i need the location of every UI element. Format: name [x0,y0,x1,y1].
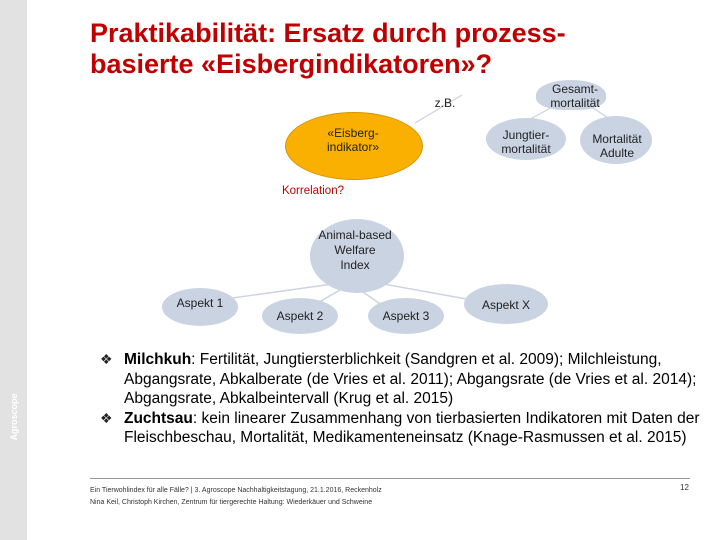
eisberg-node: «Eisberg- indikator» [326,126,380,154]
diamond-bullet-icon: ❖ [100,351,113,367]
aspekt-x-node: Aspekt X [481,298,531,312]
connector-aspekt-x [378,283,472,300]
footer-line-2: Nina Keil, Christoph Kirchen, Zentrum für tiergerechte Haltung: Wiederkäuer und Schweine [90,499,373,506]
zb-label: z.B. [434,96,456,110]
welfare-node: Animal-based Welfare Index [318,228,392,272]
brand-logo: Agroscope [9,393,19,441]
footer-divider [90,478,690,479]
aspekt-1-node: Aspekt 1 [176,296,224,310]
bullet-text: : Fertilität, Jungtiersterblichkeit (Sandgren et al. 2009); Milchleistung, Abgangsrate, Abkalberate (de Vries et al. 2011); Abgangsrate (de Vries et al. 2014); Abgangsrate, Abkalbeintervall (Krug et al. 2015) [124,351,697,407]
title-line-2: basierte «Eisbergindikatoren»? [90,49,493,79]
gesamt-node: Gesamt- mortalität [550,82,600,110]
diamond-bullet-icon: ❖ [100,409,113,426]
jungtier-node: Jungtier- mortalität [501,128,551,156]
footer-line-1: Ein Tierwohlindex für alle Fälle? | 3. Agroscope Nachhaltigkeitstagung, 21.1.2016, Reckenholz [90,487,382,494]
bullet-list [100,350,700,448]
footer [90,485,700,509]
bullet-item [100,409,700,448]
bullet-item [100,350,700,409]
page-number: 12 [680,483,689,492]
bullet-bold: Zuchtsau [124,409,193,427]
bullet-text: : kein linearer Zusammenhang von tierbasierten Indikatoren mit Daten der Fleischbeschau, Mortalität, Medikamenteneinsatz (Knage-Rasmussen et al. 2015) [124,409,700,446]
adulte-node: Mortalität Adulte [592,132,642,160]
korrelation-label: Korrelation? [281,185,344,197]
aspekt-2-node: Aspekt 2 [276,309,324,323]
bullet-bold: Milchkuh [124,351,192,368]
title-line-1: Praktikabilität: Ersatz durch prozess- [90,18,566,48]
aspekt-3-node: Aspekt 3 [382,309,430,323]
